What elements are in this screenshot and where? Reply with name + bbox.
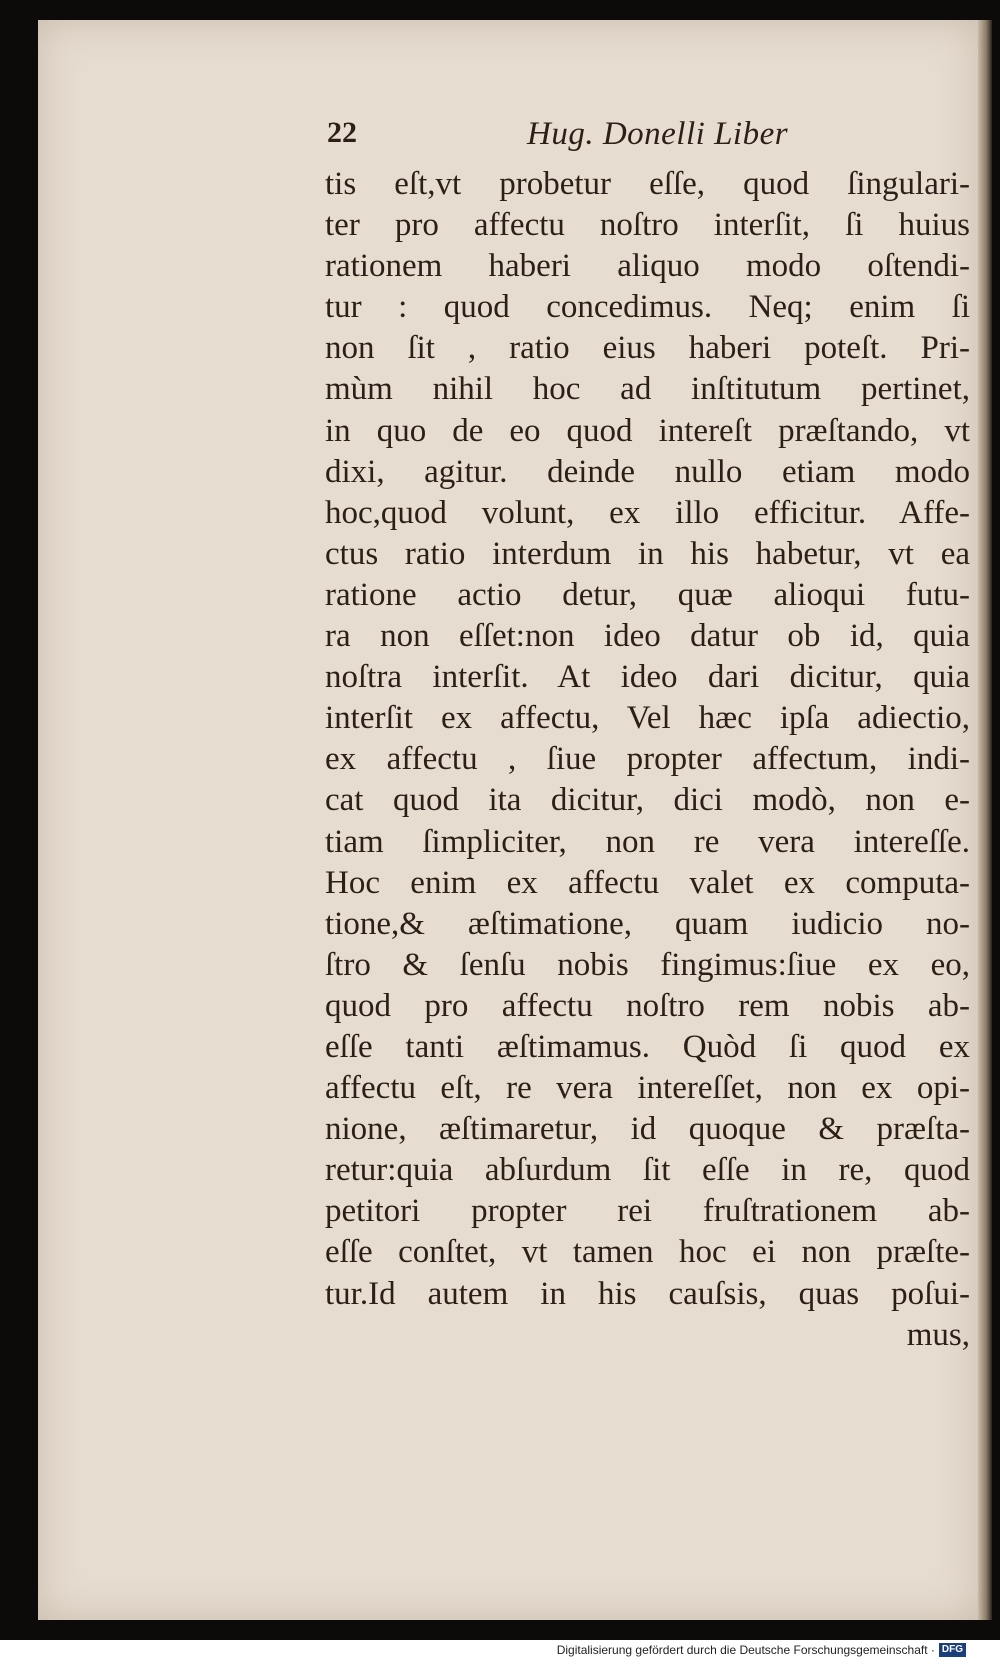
text-line: cat quod ita dicitur, dici modò, non e-	[325, 782, 970, 819]
text-line: quod pro affectu noſtro rem nobis ab-	[325, 987, 970, 1024]
text-line: interſit ex affectu, Vel hæc ipſa adiectio,	[325, 700, 970, 737]
text-line: dixi, agitur. deinde nullo etiam modo	[325, 453, 970, 490]
text-line: mùm nihil hoc ad inſtitutum pertinet,	[325, 371, 970, 408]
page-number: 22	[327, 116, 357, 149]
text-line: non ſit , ratio eius haberi poteſt. Pri-	[325, 330, 970, 367]
text-body	[325, 164, 970, 1356]
text-line: ter pro affectu noſtro interſit, ſi huius	[325, 207, 970, 244]
text-line: tione,& æſtimatione, quam iudicio no-	[325, 905, 970, 942]
page-edge	[978, 20, 992, 1620]
text-line: noſtra interſit. At ideo dari dicitur, quia	[325, 659, 970, 696]
text-line: tur : quod concedimus. Neq; enim ſi	[325, 289, 970, 326]
text-line: affectu eſt, re vera intereſſet, non ex opi-	[325, 1070, 970, 1107]
running-head: Hug. Donelli Liber	[527, 116, 789, 152]
text-line: tiam ſimpliciter, non re vera intereſſe.	[325, 823, 970, 860]
text-line: petitori propter rei fruſtrationem ab-	[325, 1193, 970, 1230]
text-line: nione, æſtimaretur, id quoque & præſta-	[325, 1111, 970, 1148]
text-line: eſſe tanti æſtimamus. Quòd ſi quod ex	[325, 1028, 970, 1065]
footer	[557, 1643, 966, 1657]
page-header	[327, 116, 847, 160]
text-line: ra non eſſet:non ideo datur ob id, quia	[325, 618, 970, 655]
text-line: Hoc enim ex affectu valet ex computa-	[325, 864, 970, 901]
text-line: in quo de eo quod intereſt præſtando, vt	[325, 412, 970, 449]
text-line: rationem haberi aliquo modo oſtendi-	[325, 248, 970, 285]
text-line: mus,	[906, 1316, 970, 1353]
text-line: tis eſt,vt probetur eſſe, quod ſingulari-	[325, 166, 970, 202]
text-line: ratione actio detur, quæ alioqui futu-	[325, 576, 970, 613]
text-line: eſſe conſtet, vt tamen hoc ei non præſte-	[325, 1234, 970, 1271]
digitization-credit: Digitalisierung gefördert durch die Deutsche Forschungsgemeinschaft ·	[556, 1643, 935, 1657]
dfg-logo: DFG	[939, 1643, 966, 1657]
text-line: ſtro & ſenſu nobis fingimus:ſiue ex eo,	[325, 946, 970, 983]
text-line: hoc,quod volunt, ex illo efficitur. Affe-	[325, 494, 970, 531]
text-line: tur.Id autem in his cauſsis, quas poſui-	[325, 1275, 970, 1312]
text-line: ctus ratio interdum in his habetur, vt ea	[325, 535, 970, 572]
text-line: retur:quia abſurdum ſit eſſe in re, quod	[325, 1152, 970, 1189]
text-line: ex affectu , ſiue propter affectum, indi-	[325, 741, 970, 778]
